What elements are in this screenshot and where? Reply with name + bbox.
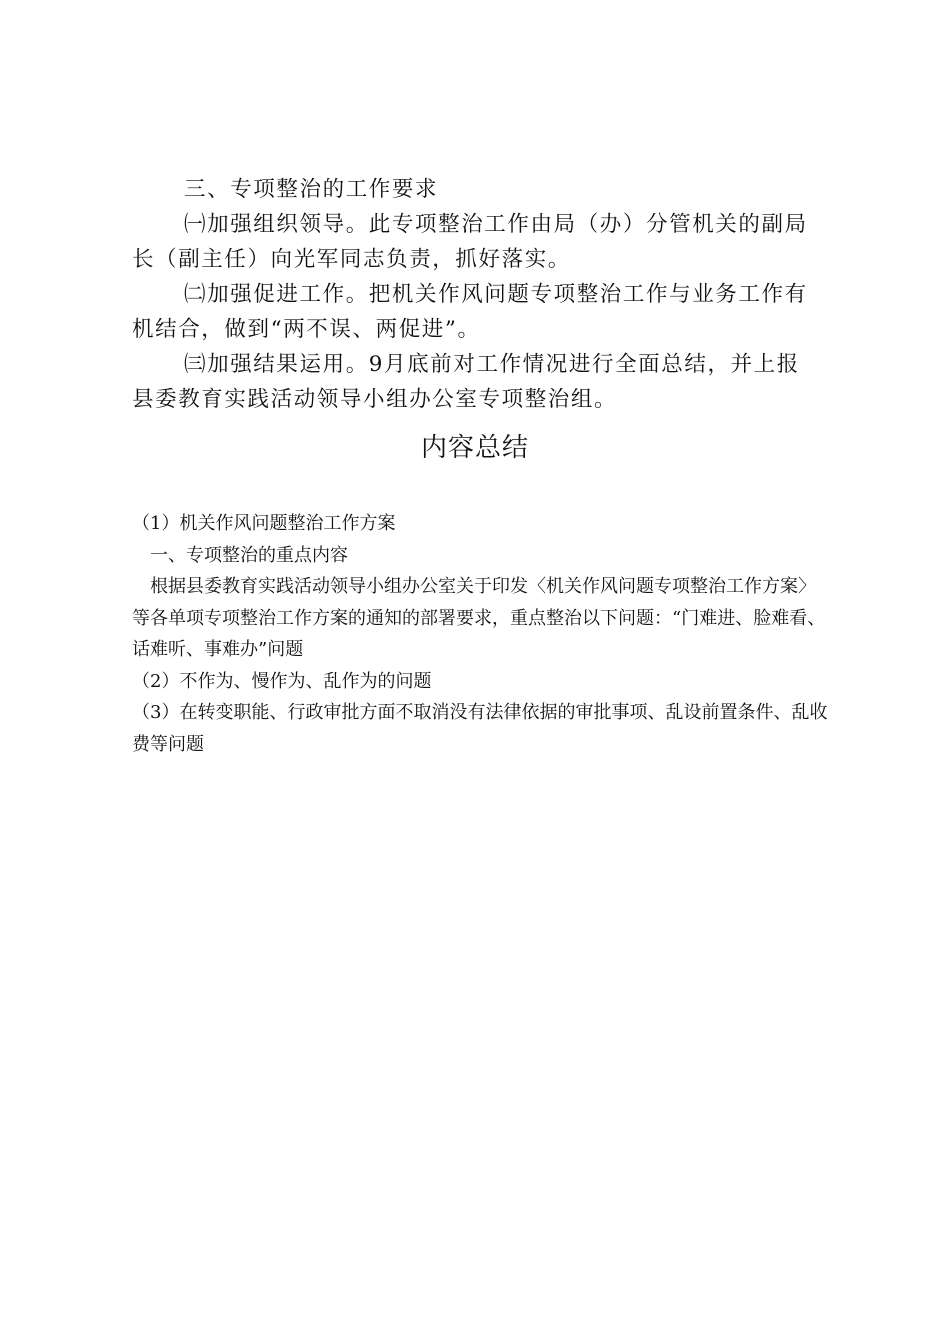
summary-line-3: 根据县委教育实践活动领导小组办公室关于印发〈机关作风问题专项整治工作方案〉等各单项专项整治工作方案的通知的部署要求，重点整治以下问题：“门难进、脸难看、话难听、事难办”问题 bbox=[132, 576, 826, 660]
summary-line-2: 一、专项整治的重点内容 bbox=[150, 544, 348, 566]
work-requirements-section bbox=[132, 172, 822, 417]
summary-line-1: （1）机关作风问题整治工作方案 bbox=[132, 513, 396, 534]
requirement-item-2: ㈡加强促进工作。把机关作风问题专项整治工作与业务工作有机结合，做到“两不误、两促进”。 bbox=[132, 282, 808, 342]
summary-line-4: （2）不作为、慢作为、乱作为的问题 bbox=[132, 670, 432, 692]
section-heading: 三、专项整治的工作要求 bbox=[184, 177, 439, 202]
summary-line-5: （3）在转变职能、行政审批方面不取消没有法律依据的审批事项、乱设前置条件、乱收费等问题 bbox=[132, 702, 828, 755]
summary-section bbox=[132, 508, 828, 760]
requirement-item-1: ㈠加强组织领导。此专项整治工作由局（办）分管机关的副局长（副主任）向光军同志负责，抓好落实。 bbox=[132, 212, 808, 272]
summary-title: 内容总结 bbox=[420, 433, 529, 463]
requirement-item-3: ㈢加强结果运用。9月底前对工作情况进行全面总结，并上报县委教育实践活动领导小组办公室专项整治组。 bbox=[132, 352, 800, 412]
